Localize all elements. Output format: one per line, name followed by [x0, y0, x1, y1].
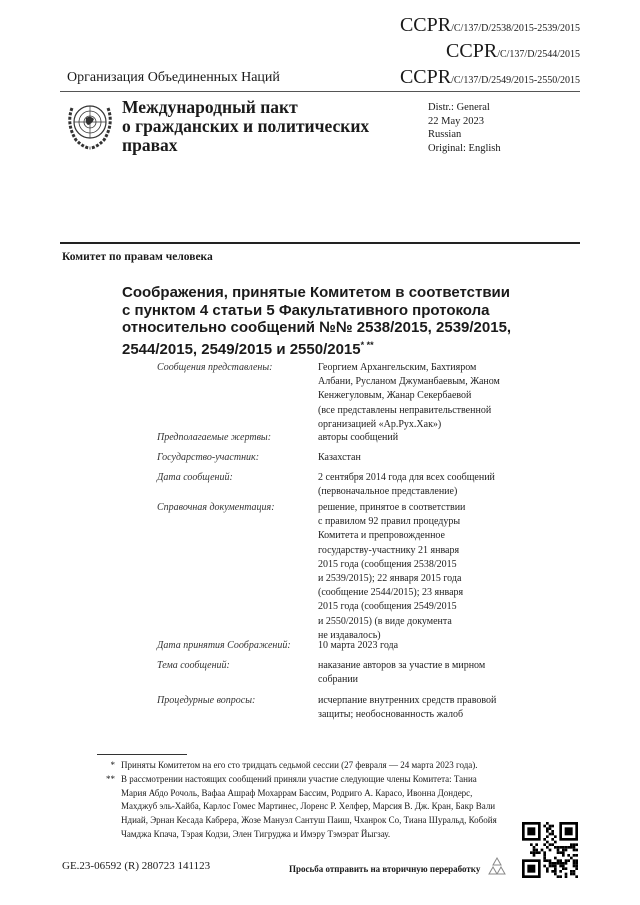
footnote: [103, 773, 498, 842]
detail-value-line: защиты; необоснованность жалоб: [318, 709, 464, 721]
document-heading: [122, 284, 511, 358]
section-divider: [60, 242, 580, 244]
detail-label: Процедурные вопросы:: [157, 695, 256, 706]
detail-value-line: 2 сентября 2014 года для всех сообщений: [318, 472, 495, 483]
detail-value: [318, 639, 518, 653]
symbol-sub: /C/137/D/2544/2015: [497, 49, 580, 60]
title-line: о гражданских и политических: [122, 116, 370, 136]
detail-value-line: решение, принятое в соответствии: [318, 502, 466, 513]
symbol-main: CCPR: [399, 66, 452, 88]
recycle-note: Просьба отправить на вторичную переработку: [289, 864, 481, 874]
distribution-info: [428, 101, 501, 155]
un-emblem-icon: [64, 96, 116, 152]
date-line: 22 May 2023: [428, 115, 484, 127]
detail-value-line: 2015 года (сообщения 2549/2015: [318, 601, 457, 613]
detail-value: [318, 694, 518, 722]
footnote-text: В рассмотрении настоящих сообщений приняли участие следующие члены Комитета: Таниа Мария Абдо Рочоль, Вафаа Ашраф Мохаррам Бассим, Родриго А. Карасо, Ивонна Дондерс, Махджуб эль-Хайба, Карлос Гомес Мартинес, Лоренс Р. Хелфер, Марсия В. Дж. Кран, Бакр Вали Ндиай, Эрнан Кесада Кабрера, Жозе Мануэл Сантуш Паиш, Чханрок Со, Тиана Шуральд, Кобойя Чамджа Кпача, Тэрая Кодзи, Элен Тигруджа и Имэру Тэмэрат Йыгзау.: [121, 774, 497, 839]
detail-value-line: Кенжегуловым, Жанар Секербаевой: [318, 390, 472, 402]
detail-value-line: (все представлены неправительственной: [318, 404, 492, 416]
footnote: [103, 759, 498, 773]
footnote-mark: *: [110, 760, 115, 770]
detail-value-line: собрании: [318, 674, 359, 686]
original-language-line: Original: English: [428, 142, 501, 154]
qr-code-icon: [522, 822, 578, 878]
organization-name: Организация Объединенных Наций: [67, 70, 280, 85]
detail-label: Дата принятия Соображений:: [157, 640, 291, 651]
detail-value-line: (первоначальное представление): [318, 486, 458, 498]
symbol-sub: /C/137/D/2549/2015-2550/2015: [451, 75, 580, 86]
detail-label: Государство-участник:: [157, 452, 260, 463]
distribution-line: Distr.: General: [428, 102, 490, 113]
detail-value-line: и 2550/2015) (в виде документа: [318, 615, 452, 627]
heading-line: Соображения, принятые Комитетом в соответствии: [122, 284, 511, 301]
detail-value-line: Георгием Архангельским, Бахтияром: [318, 362, 477, 373]
document-symbol-3: [400, 66, 580, 89]
detail-value-line: Комитета и препровожденное: [318, 530, 445, 542]
detail-value: [318, 471, 518, 499]
symbol-sub: /C/137/D/2538/2015-2539/2015: [451, 23, 580, 34]
document-symbol-1: [400, 14, 580, 37]
detail-label: Сообщения представлены:: [157, 362, 273, 373]
covenant-title: [122, 98, 369, 155]
detail-value-line: организацией «Ар.Рух.Хак»): [318, 418, 442, 430]
detail-value-line: 2015 года (сообщения 2538/2015: [318, 558, 457, 570]
committee-name: Комитет по правам человека: [62, 251, 213, 263]
language-line: Russian: [428, 129, 462, 140]
symbol-main: CCPR: [446, 40, 498, 62]
footnote-text: Приняты Комитетом на его сто тридцать седьмой сессии (27 февраля — 24 марта 2023 года).: [121, 760, 478, 770]
title-line: Международный пакт: [122, 97, 298, 117]
detail-value: [318, 501, 518, 643]
detail-value-line: Казахстан: [318, 452, 361, 463]
heading-line: 2544/2015, 2549/2015 и 2550/2015: [122, 340, 361, 358]
detail-value: [318, 361, 518, 432]
recycle-icon: [486, 856, 508, 878]
heading-line: с пунктом 4 статьи 5 Факультативного протокола: [122, 301, 490, 319]
detail-value-line: 10 марта 2023 года: [318, 640, 399, 651]
detail-value: [318, 659, 518, 687]
detail-value: [318, 431, 518, 445]
detail-value-line: с правилом 92 правил процедуры: [318, 516, 461, 528]
header-divider: [60, 91, 580, 92]
detail-value-line: авторы сообщений: [318, 432, 399, 443]
job-number: GE.23-06592 (R) 280723 141123: [62, 860, 211, 872]
title-line: правах: [122, 135, 178, 155]
footnote-mark: **: [106, 774, 115, 784]
detail-value-line: исчерпание внутренних средств правовой: [318, 695, 497, 706]
detail-value-line: (сообщение 2544/2015); 23 января: [318, 587, 464, 599]
detail-label: Дата сообщений:: [157, 472, 233, 483]
footnote-divider: [97, 754, 187, 755]
document-symbol-2: [446, 40, 580, 63]
heading-line: относительно сообщений №№ 2538/2015, 2539/2015,: [122, 319, 512, 336]
detail-label: Тема сообщений:: [157, 660, 230, 671]
detail-label: Предполагаемые жертвы:: [157, 432, 272, 443]
detail-value-line: наказание авторов за участие в мирном: [318, 660, 486, 671]
footnote-marks: * **: [360, 339, 374, 350]
detail-value-line: не издавалось): [318, 629, 381, 641]
detail-value-line: государству-участнику 21 января: [318, 544, 460, 556]
symbol-main: CCPR: [399, 14, 452, 36]
detail-value: [318, 451, 518, 465]
detail-value-line: Албани, Русланом Джуманбаевым, Жаном: [318, 376, 500, 388]
detail-value-line: и 2539/2015); 22 января 2015 года: [318, 573, 462, 585]
detail-label: Справочная документация:: [157, 502, 275, 513]
